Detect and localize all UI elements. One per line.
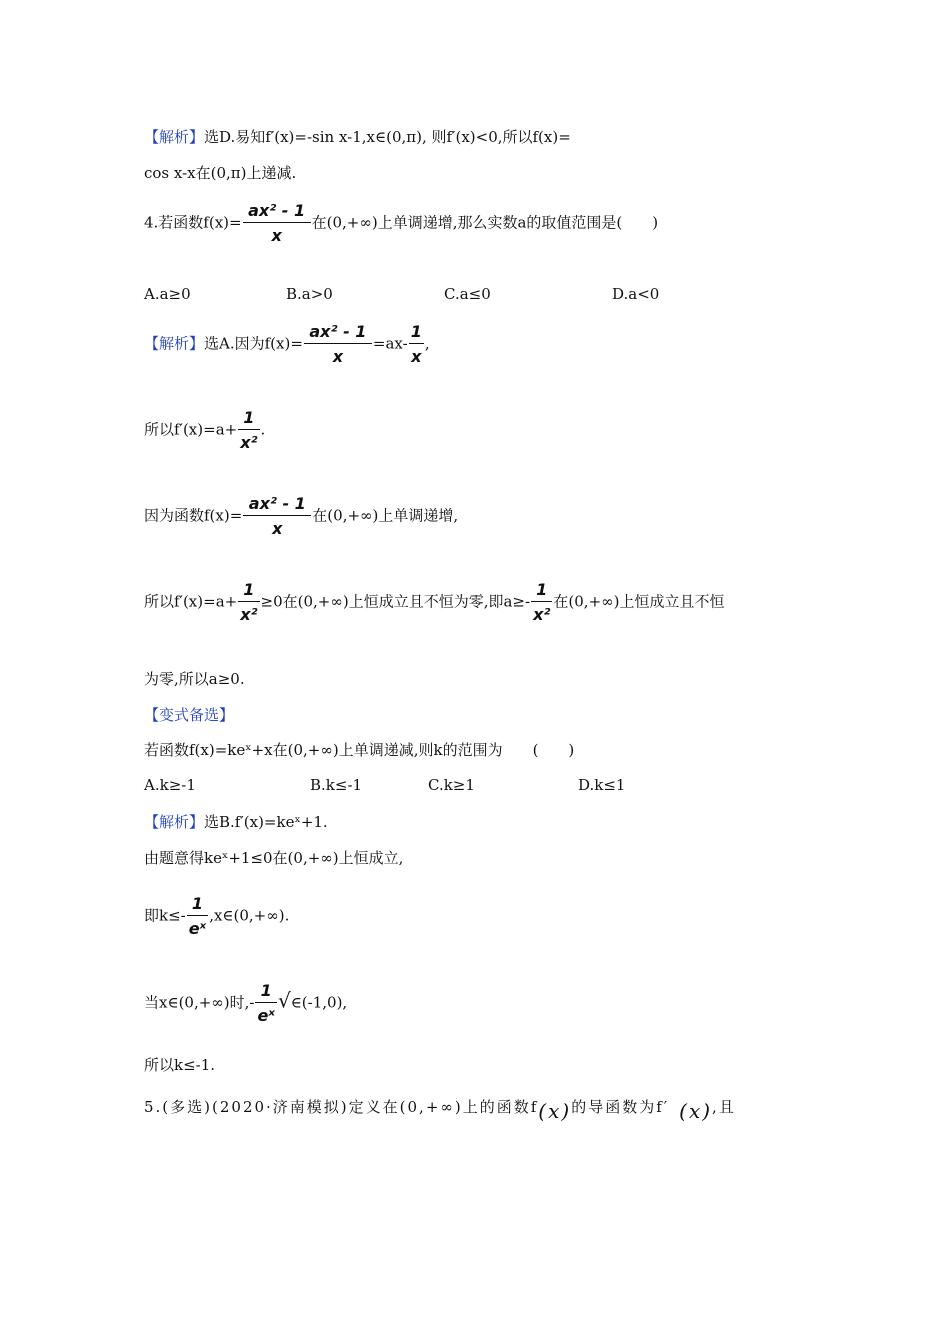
- variant-solution-text: 选B.f′(x)=keˣ+1.: [204, 813, 328, 831]
- variant-tag: 【变式备选】: [144, 706, 235, 724]
- solution-4-text: ,: [424, 334, 430, 353]
- solution-4-text: 在(0,+∞)上单调递增,: [312, 506, 459, 525]
- variant-solution-line-1: [144, 812, 328, 832]
- solution-4-fraction-5: [238, 579, 259, 626]
- fraction-denominator: x: [409, 343, 424, 368]
- q4-option-b: B.a>0: [286, 285, 333, 303]
- solution-4-text: =ax-: [372, 334, 408, 353]
- solution-4-line-3: [144, 493, 458, 540]
- solution-4-text: 因为函数f(x)=: [144, 506, 243, 525]
- fraction-numerator: ax² - 1: [248, 201, 306, 220]
- variant-solution-text: 即k≤-: [144, 906, 186, 925]
- variant-question: 若函数f(x)=keˣ+x在(0,+∞)上单调递减,则k的范围为 ( ): [144, 741, 575, 759]
- fraction-numerator: 1: [243, 408, 255, 427]
- solution-4-line-4: [144, 579, 725, 626]
- solution-4-fraction-6: [531, 579, 552, 626]
- variant-solution-line-4: [144, 980, 347, 1027]
- variant-solution-line-5: 所以k≤-1.: [144, 1056, 216, 1074]
- variant-solution-line-2: 由题意得keˣ+1≤0在(0,+∞)上恒成立,: [144, 849, 404, 867]
- fraction-numerator: ax² - 1: [309, 322, 367, 341]
- fraction-numerator: 1: [191, 894, 204, 913]
- solution-4-line-5: 为零,所以a≥0.: [144, 670, 245, 688]
- variant-option-c: C.k≥1: [428, 776, 475, 794]
- fraction-denominator: eˣ: [187, 915, 208, 940]
- q4-option-c: C.a≤0: [444, 285, 491, 303]
- variant-option-a: A.k≥-1: [144, 776, 196, 794]
- solution-4-fraction-4: [243, 493, 311, 540]
- solution-4-text: .: [260, 420, 266, 439]
- q4-option-d: D.a<0: [612, 285, 660, 303]
- fraction-numerator: 1: [410, 322, 422, 341]
- sqrt-symbol: √: [277, 988, 291, 1013]
- question-5-text: ,且: [712, 1098, 736, 1116]
- variant-solution-line-3: [144, 893, 289, 940]
- solution-4-text: 所以f′(x)=a+: [144, 420, 238, 439]
- variant-solution-text: 当x∈(0,+∞)时,-: [144, 993, 255, 1012]
- question-4: [144, 200, 658, 247]
- analysis-tag: 【解析】: [144, 128, 205, 146]
- q4-option-a: A.a≥0: [144, 285, 191, 303]
- question-5-text: 5.(多选)(2020·济南模拟)定义在(0,+∞)上的函数f: [144, 1098, 539, 1116]
- question-5: [144, 1095, 736, 1123]
- variant-solution-fraction-1: [187, 893, 208, 940]
- fraction-denominator: x²: [238, 601, 259, 626]
- variant-solution-text: ,x∈(0,+∞).: [209, 906, 290, 925]
- fraction-denominator: x: [243, 222, 311, 247]
- solution-4-text: 所以f′(x)=a+: [144, 592, 238, 611]
- solution-4-fraction-1: [304, 321, 372, 368]
- variant-solution-text: ∈(-1,0),: [290, 993, 348, 1012]
- variant-solution-fraction-2: [255, 980, 276, 1027]
- fraction-numerator: 1: [260, 981, 272, 1000]
- fraction-denominator: eˣ: [255, 1002, 276, 1027]
- solution-1-line-2: cos x-x在(0,π)上递减.: [144, 164, 297, 182]
- question-5-math: (x): [679, 1099, 713, 1123]
- fraction-denominator: x²: [238, 429, 259, 454]
- question-5-text: 的导函数为f′: [571, 1098, 670, 1116]
- fraction-numerator: ax² - 1: [248, 494, 306, 513]
- question-4-fraction: [243, 200, 311, 247]
- solution-4-fraction-3: [238, 407, 259, 454]
- question-5-math: (x): [538, 1099, 572, 1123]
- variant-option-b: B.k≤-1: [310, 776, 363, 794]
- solution-1-text: 选D.易知f′(x)=-sin x-1,x∈(0,π), 则f′(x)<0,所以f(x)=: [204, 128, 571, 146]
- variant-option-d: D.k≤1: [578, 776, 626, 794]
- solution-4-text: 在(0,+∞)上恒成立且不恒: [553, 592, 725, 611]
- solution-4-line-2: [144, 407, 265, 454]
- fraction-numerator: 1: [536, 580, 548, 599]
- fraction-denominator: x: [243, 515, 311, 540]
- question-4-prefix: 4.若函数f(x)=: [144, 213, 242, 232]
- analysis-tag: 【解析】: [144, 813, 205, 831]
- fraction-denominator: x²: [531, 601, 552, 626]
- fraction-denominator: x: [304, 343, 372, 368]
- solution-4-text: 选A.因为f(x)=: [204, 334, 303, 353]
- analysis-tag: 【解析】: [144, 334, 205, 353]
- solution-4-fraction-2: [409, 321, 424, 368]
- solution-1-line-1: [144, 127, 571, 147]
- solution-4-text: ≥0在(0,+∞)上恒成立且不恒为零,即a≥-: [260, 592, 531, 611]
- solution-4-line-1: [144, 321, 430, 368]
- fraction-numerator: 1: [243, 580, 255, 599]
- question-4-suffix: 在(0,+∞)上单调递增,那么实数a的取值范围是( ): [311, 213, 659, 232]
